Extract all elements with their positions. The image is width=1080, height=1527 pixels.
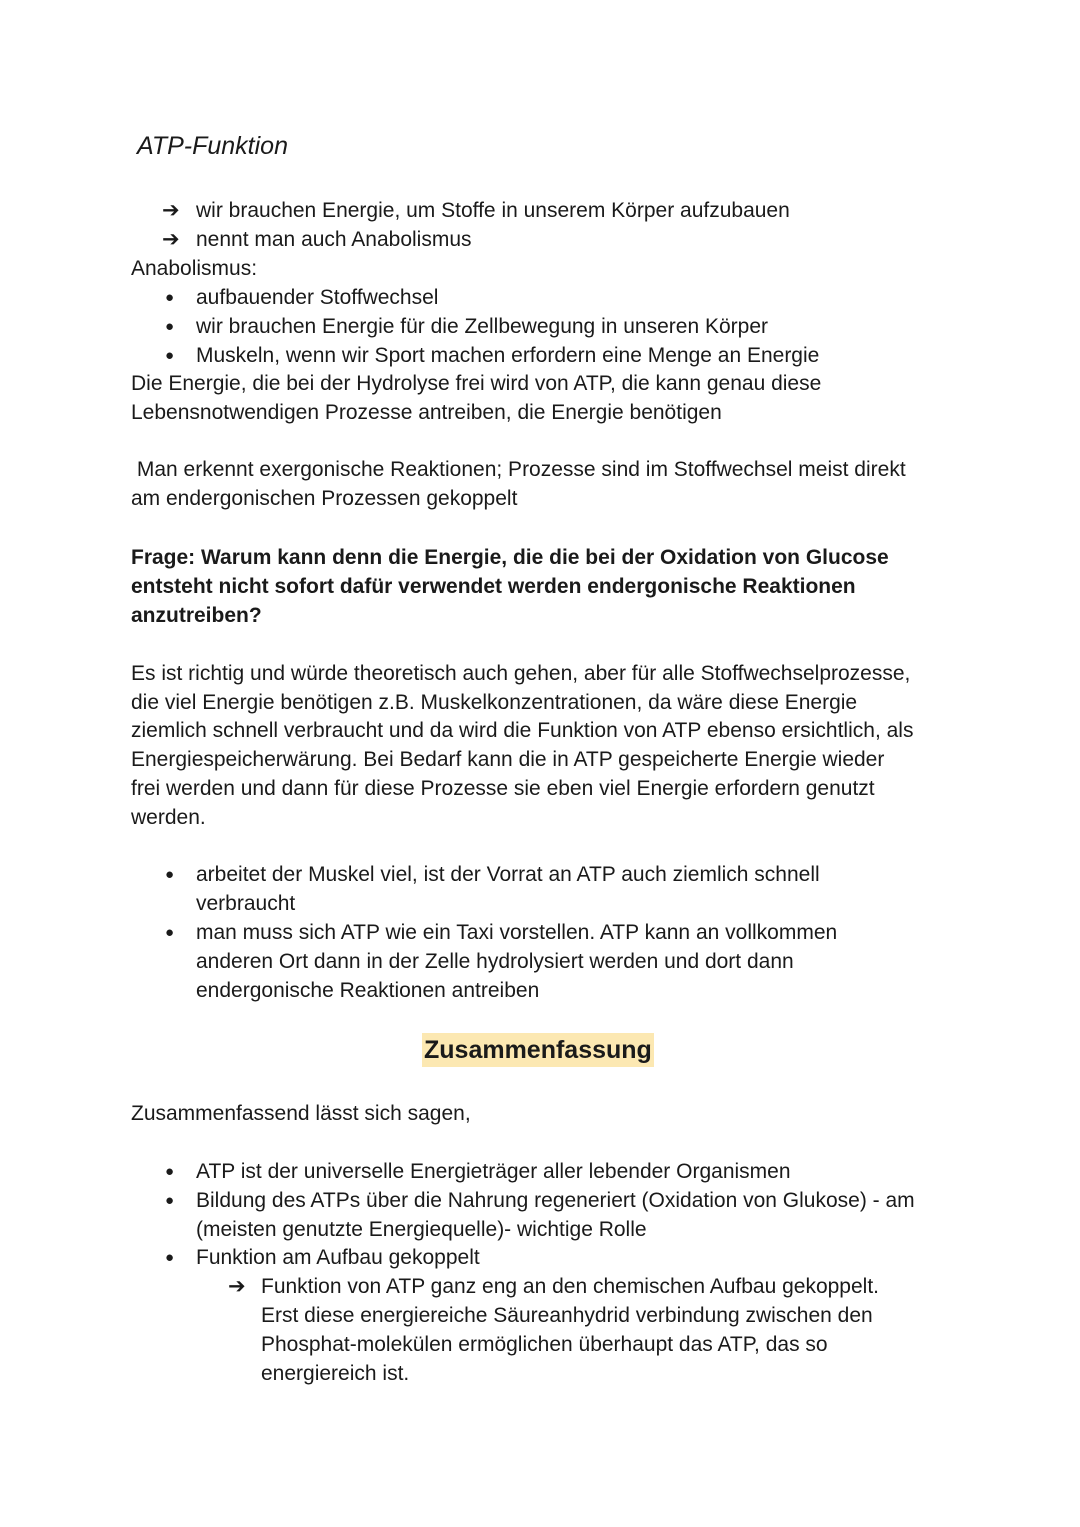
intro-arrow-text: nennt man auch Anabolismus — [196, 228, 472, 251]
answer-bullet-line: verbraucht — [196, 892, 296, 915]
answer-line: frei werden und dann für diese Prozesse sie eben viel Energie erfordern genutzt — [131, 777, 875, 800]
bullet-icon: ● — [165, 318, 175, 335]
answer-bullet-line: arbeitet der Muskel viel, ist der Vorrat an ATP auch ziemlich schnell — [196, 863, 820, 886]
answer-bullet-line: man muss sich ATP wie ein Taxi vorstellen. ATP kann an vollkommen — [196, 921, 838, 944]
summary-sub-line: Funktion von ATP ganz eng an den chemischen Aufbau gekoppelt. — [261, 1275, 879, 1298]
paragraph-line: Man erkennt exergonische Reaktionen; Prozesse sind im Stoffwechsel meist direkt — [131, 458, 906, 481]
summary-intro: Zusammenfassend lässt sich sagen, — [131, 1102, 471, 1125]
summary-sub-line: Phosphat-molekülen ermöglichen überhaupt das ATP, das so — [261, 1333, 828, 1356]
answer-line: ziemlich schnell verbraucht und da wird die Funktion von ATP ebenso ersichtlich, als — [131, 719, 914, 742]
anabolismus-bullet: Muskeln, wenn wir Sport machen erfordern eine Menge an Energie — [196, 344, 820, 367]
arrow-icon: ➔ — [228, 1275, 246, 1298]
answer-line: die viel Energie benötigen z.B. Muskelkonzentrationen, da wäre diese Energie — [131, 691, 858, 714]
summary-bullet-line: Funktion am Aufbau gekoppelt — [196, 1246, 480, 1269]
summary-bullet-line: Bildung des ATPs über die Nahrung regeneriert (Oxidation von Glukose) - am — [196, 1189, 915, 1212]
bullet-icon: ● — [165, 1249, 175, 1266]
anabolismus-bullet: wir brauchen Energie für die Zellbewegung in unseren Körper — [196, 315, 769, 338]
bullet-icon: ● — [165, 924, 175, 941]
summary-bullet-line: ATP ist der universelle Energieträger aller lebender Organismen — [196, 1160, 791, 1183]
anabolismus-bullet: aufbauender Stoffwechsel — [196, 286, 439, 309]
answer-line: Es ist richtig und würde theoretisch auch gehen, aber für alle Stoffwechselprozesse, — [131, 662, 911, 685]
answer-bullet-line: anderen Ort dann in der Zelle hydrolysiert werden und dort dann — [196, 950, 794, 973]
summary-heading: Zusammenfassung — [422, 1033, 654, 1067]
arrow-icon: ➔ — [162, 228, 180, 251]
answer-line: werden. — [131, 806, 206, 829]
question-line: entsteht nicht sofort dafür verwendet werden endergonische Reaktionen — [131, 575, 856, 598]
summary-bullet-line: (meisten genutzte Energiequelle)- wichtige Rolle — [196, 1218, 647, 1241]
anabolismus-label: Anabolismus: — [131, 257, 258, 280]
page-title: ATP-Funktion — [137, 132, 288, 160]
answer-bullet-line: endergonische Reaktionen antreiben — [196, 979, 540, 1002]
bullet-icon: ● — [165, 1192, 175, 1209]
paragraph-line: Die Energie, die bei der Hydrolyse frei wird von ATP, die kann genau diese — [131, 372, 822, 395]
bullet-icon: ● — [165, 1163, 175, 1180]
bullet-icon: ● — [165, 289, 175, 306]
summary-sub-line: energiereich ist. — [261, 1362, 410, 1385]
summary-sub-line: Erst diese energiereiche Säureanhydrid verbindung zwischen den — [261, 1304, 873, 1327]
intro-arrow-text: wir brauchen Energie, um Stoffe in unserem Körper aufzubauen — [196, 199, 790, 222]
paragraph-line: Lebensnotwendigen Prozesse antreiben, die Energie benötigen — [131, 401, 722, 424]
answer-line: Energiespeicherwärung. Bei Bedarf kann die in ATP gespeicherte Energie wieder — [131, 748, 885, 771]
bullet-icon: ● — [165, 866, 175, 883]
bullet-icon: ● — [165, 347, 175, 364]
question-line: Frage: Warum kann denn die Energie, die die bei der Oxidation von Glucose — [131, 546, 889, 569]
paragraph-line: am endergonischen Prozessen gekoppelt — [131, 487, 518, 510]
question-line: anzutreiben? — [131, 604, 262, 627]
arrow-icon: ➔ — [162, 199, 180, 222]
